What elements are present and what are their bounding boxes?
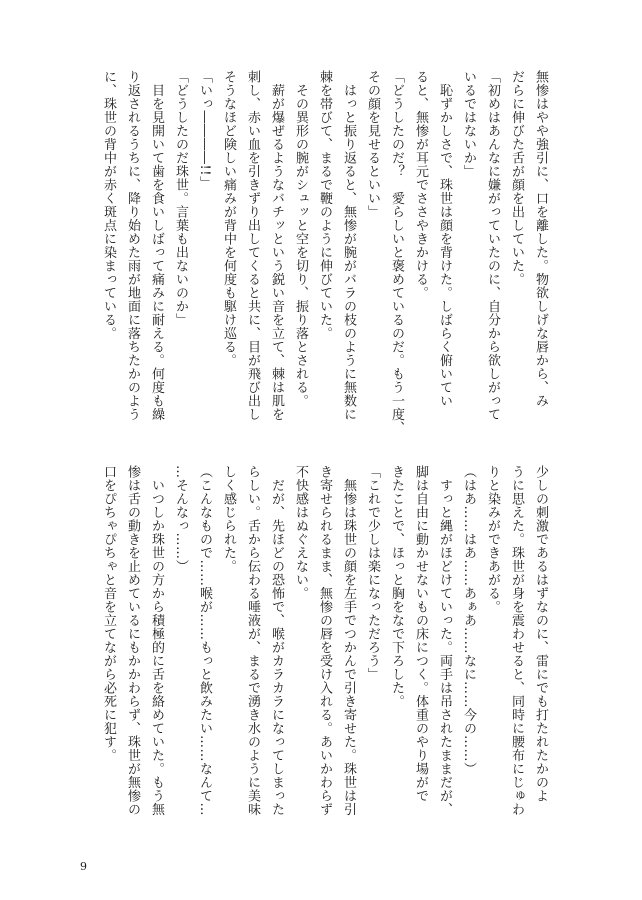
text-line: き寄せられるまま、無惨の唇を受け入れる。あいかわらず	[317, 465, 332, 816]
text-line: り返されるうちに、降り始めた雨が地面に落ちたかのよう	[125, 70, 140, 421]
text-line: ると、無惨が耳元でささやきかける。	[413, 70, 428, 300]
text-line: 「どうしたのだ珠世。言葉も出ないのか」	[173, 70, 188, 327]
text-line: 「これで少しは楽になっただろう」	[365, 465, 380, 681]
text-line: 目を見開いて歯を食いしばって痛みに耐える。何度も繰	[149, 70, 164, 421]
text-line: すっと縄がほどけていった。両手は吊されたままだが、	[437, 465, 452, 816]
text-line: （はあ……はあ……あぁあ……なに……今の……）	[461, 465, 476, 776]
page-number: 9	[80, 860, 87, 873]
text-line: 脚は自由に動かせないもの床につく。体重のやり場がで	[413, 465, 428, 803]
text-line: うに思えた。珠世が身を震わせると、同時に腰布にじゅわ	[509, 465, 524, 816]
text-line: 不快感はぬぐえない。	[293, 465, 308, 600]
text-line: 少しの刺激であるはずなのに、雷にでも打たれたかのよ	[533, 465, 548, 803]
text-line: 刺し、赤い血を引きずり出してくると共に、目が飛び出し	[245, 70, 260, 421]
text-line: らしい。舌から伝わる唾液が、まるで湧き水のように美味	[245, 465, 260, 816]
text-line: 無惨はやや強引に、口を離した。物欲しげな唇から、み	[533, 70, 548, 408]
text-line: 棘を帯びて、まるで鞭のように伸びていた。	[317, 70, 332, 340]
text-line: （こんなもので……喉が……もっと飲みたい……なんて…	[197, 465, 212, 816]
text-line: に、珠世の背中が赤く斑点に染まっている。	[101, 70, 116, 340]
text-line: はっと振り返ると、無惨が腕がバラの枝のように無数に	[341, 70, 356, 421]
text-line: 「初めはあんなに嫌がっていたのに、自分から欲しがって	[485, 70, 500, 421]
text-line: だが、先ほどの恐怖で、喉がカラカラになってしまった	[269, 465, 284, 816]
text-line: その顔を見せるといい」	[365, 70, 380, 219]
text-line: いつしか珠世の方から積極的に舌を絡めていた。もう無	[149, 465, 164, 816]
text-line: 「いっ――――!!」	[197, 70, 212, 190]
text-line: 薪が爆ぜるようなバチッという鋭い音を立て、棘は肌を	[269, 70, 284, 421]
upper-text-block	[96, 70, 552, 450]
text-line: そうなほど険しい痛みが背中を何度も駆け巡る。	[221, 70, 236, 367]
text-line: 恥ずかしさで、珠世は顔を背けた。しばらく俯いてい	[437, 70, 452, 408]
text-line: しく感じられた。	[221, 465, 236, 573]
text-line: その異形の腕がシュッと空を切り、振り落とされる。	[293, 70, 308, 408]
text-line: きたことで、ほっと胸をなで下ろした。	[389, 465, 404, 708]
text-line: だらに伸びた舌が顔を出していた。	[509, 70, 524, 286]
text-line: 無惨は珠世の顔を左手でつかんで引き寄せた。珠世は引	[341, 465, 356, 816]
text-line: 口をぴちゃぴちゃと音を立てながら必死に犯す。	[101, 465, 116, 762]
lower-text-block	[96, 465, 552, 845]
text-line: 惨は舌の動きを止めているにもかかわらず、珠世が無惨の	[125, 465, 140, 816]
text-line: 「どうしたのだ？ 愛らしいと褒めているのだ。もう一度、	[389, 70, 404, 435]
text-line: りと染みができあがる。	[485, 465, 500, 614]
text-line: いるではないか」	[461, 70, 476, 178]
text-line: …そんなっ……）	[173, 465, 188, 573]
